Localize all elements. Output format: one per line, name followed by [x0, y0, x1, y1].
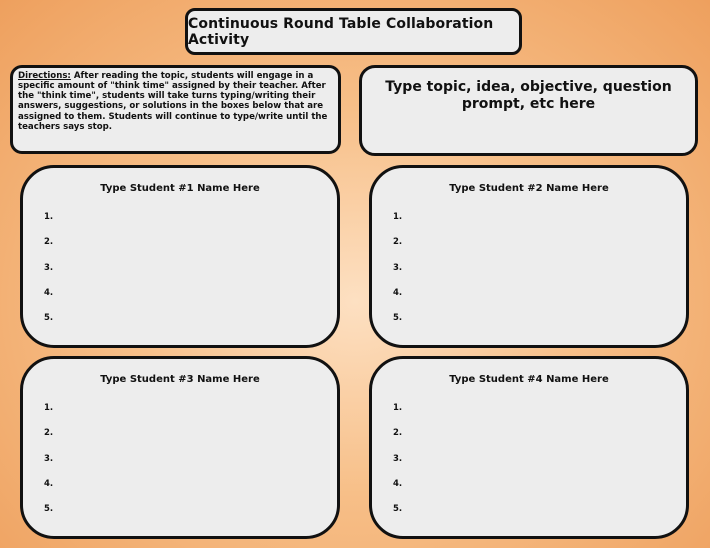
answer-number: 1.	[44, 403, 54, 413]
answer-number: 5.	[393, 504, 403, 515]
answer-number: 2.	[393, 428, 403, 439]
answer-number: 1.	[393, 212, 403, 222]
answer-number: 2.	[44, 237, 54, 248]
answer-number: 2.	[44, 428, 54, 439]
student-1-box[interactable]	[20, 165, 340, 348]
student-3-name: Type Student #3 Name Here	[100, 374, 260, 385]
student-4-answer-list	[393, 403, 402, 529]
answer-number: 5.	[44, 504, 54, 515]
answer-number: 4.	[393, 478, 403, 489]
topic-prompt-text: Type topic, idea, objective, question prompt, etc here	[385, 79, 672, 112]
directions-box	[10, 65, 341, 154]
student-1-answer-list	[44, 212, 53, 338]
student-1-name: Type Student #1 Name Here	[100, 183, 260, 194]
answer-number: 3.	[44, 262, 54, 273]
answer-number: 2.	[393, 237, 403, 248]
activity-title-box	[185, 8, 522, 55]
answer-number: 1.	[44, 212, 54, 222]
student-2-name: Type Student #2 Name Here	[449, 183, 609, 194]
answer-number: 3.	[393, 262, 403, 273]
answer-number: 5.	[44, 313, 54, 324]
student-4-name: Type Student #4 Name Here	[449, 374, 609, 385]
answer-number: 4.	[393, 287, 403, 298]
answer-number: 4.	[44, 478, 54, 489]
student-3-answer-list	[44, 403, 53, 529]
student-2-box[interactable]	[369, 165, 689, 348]
answer-number: 1.	[393, 403, 403, 413]
activity-title: Continuous Round Table Collaboration Activity	[188, 15, 494, 48]
answer-number: 3.	[393, 453, 403, 464]
answer-number: 5.	[393, 313, 403, 324]
answer-number: 3.	[44, 453, 54, 464]
directions-label: Directions:	[18, 71, 71, 81]
student-4-box[interactable]	[369, 356, 689, 539]
student-2-answer-list	[393, 212, 402, 338]
student-3-box[interactable]	[20, 356, 340, 539]
answer-number: 4.	[44, 287, 54, 298]
directions-text: After reading the topic, students will engage in a specific amount of "think time" assigned by their teacher. After the "think time", students will take turns typing/writing their answers, suggestions, or solutions in the boxes below that are assigned to them. Students will continue to type/write until the teachers says stop.	[18, 71, 328, 132]
topic-prompt-box[interactable]	[359, 65, 698, 156]
